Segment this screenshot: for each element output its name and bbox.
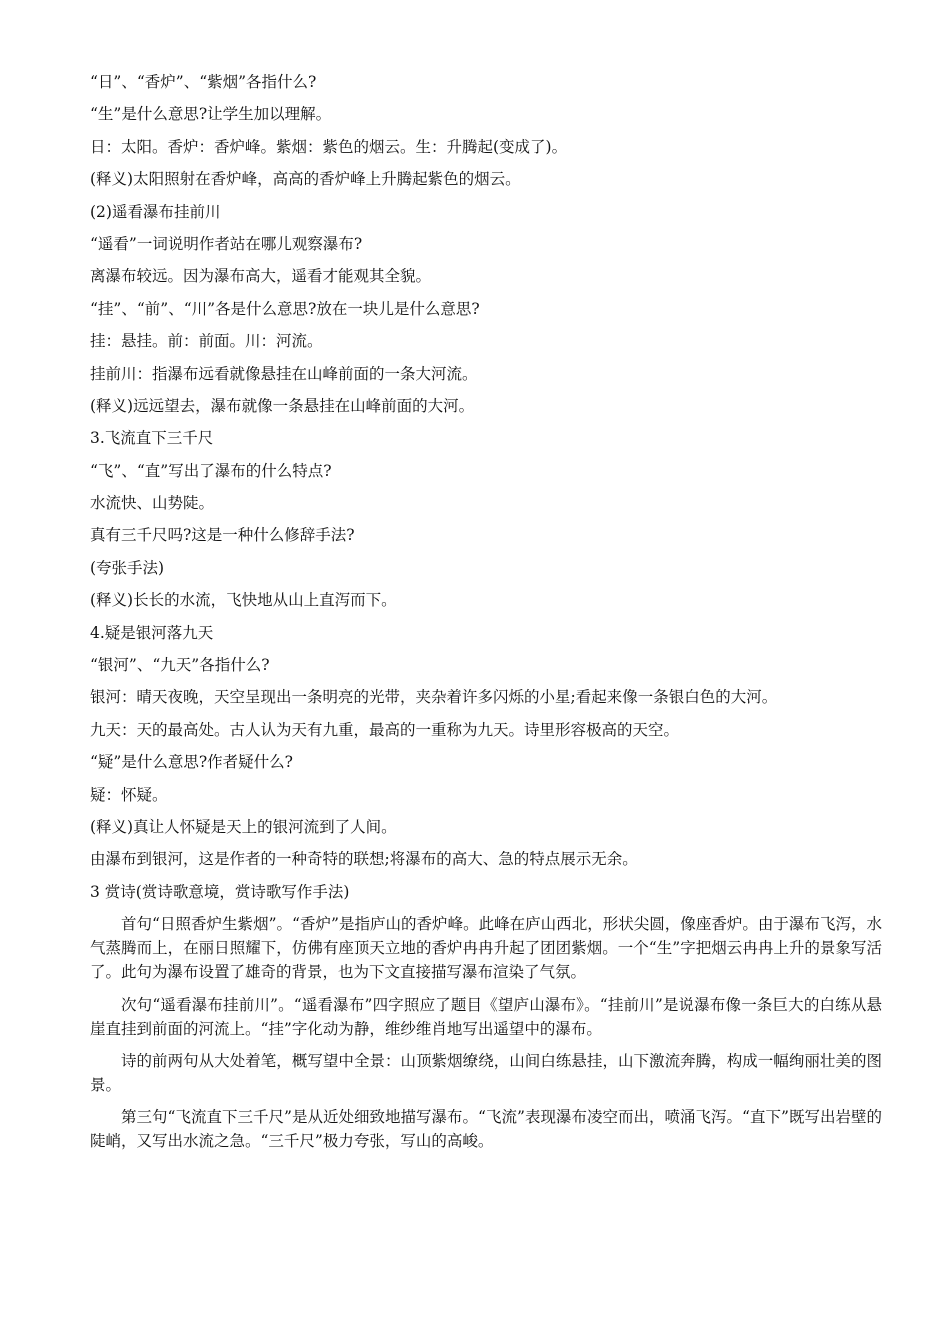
- explanation-line: (释义)太阳照射在香炉峰，高高的香炉峰上升腾起紫色的烟云。: [90, 170, 521, 189]
- answer-line: 日：太阳。香炉：香炉峰。紫烟：紫色的烟云。生：升腾起(变成了)。: [90, 137, 568, 156]
- answer-line: 疑：怀疑。: [90, 785, 168, 804]
- section-heading: 4.疑是银河落九天: [90, 623, 214, 642]
- answer-line: 银河：晴天夜晚，天空呈现出一条明亮的光带，夹杂着许多闪烁的小星;看起来像一条银白色的大河。: [90, 688, 778, 707]
- explanation-line: (释义)真让人怀疑是天上的银河流到了人间。: [90, 817, 397, 836]
- answer-line: 挂：悬挂。前：前面。川：河流。: [90, 332, 323, 351]
- answer-line: 九天：天的最高处。古人认为天有九重，最高的一重称为九天。诗里形容极高的天空。: [90, 720, 680, 739]
- summary-line: 由瀑布到银河，这是作者的一种奇特的联想;将瀑布的高大、急的特点展示无余。: [90, 850, 638, 869]
- section-heading: 3.飞流直下三千尺: [90, 429, 214, 448]
- answer-line: 水流快、山势陡。: [90, 494, 215, 513]
- question-line: “日”、“香炉”、“紫烟”各指什么?: [90, 73, 317, 91]
- question-line: “飞”、“直”写出了瀑布的什么特点?: [90, 461, 332, 480]
- document-page: [90, 70, 882, 1162]
- answer-line: (夸张手法): [90, 558, 165, 577]
- answer-line: 挂前川：指瀑布远看就像悬挂在山峰前面的一条大河流。: [90, 364, 478, 383]
- section-heading: 3 赏诗(赏诗歌意境，赏诗歌写作手法): [90, 882, 350, 901]
- analysis-paragraph: 次句“遥看瀑布挂前川”。“遥看瀑布”四字照应了题目《望庐山瀑布》。“挂前川”是说瀑布像一条巨大的白练从悬崖直挂到前面的河流上。“挂”字化动为静，维纱维肖地写出遥望中的瀑布。: [90, 995, 882, 1038]
- analysis-paragraph: 第三句“飞流直下三千尺”是从近处细致地描写瀑布。“飞流”表现瀑布凌空而出，喷涌飞泻。“直下”既写出岩壁的陡峭，又写出水流之急。“三千尺”极力夸张，写山的高峻。: [90, 1108, 882, 1151]
- answer-line: 离瀑布较远。因为瀑布高大，遥看才能观其全貌。: [90, 267, 432, 286]
- question-line: “生”是什么意思?让学生加以理解。: [90, 105, 332, 124]
- question-line: “银河”、“九天”各指什么?: [90, 656, 270, 675]
- explanation-line: (释义)远远望去，瀑布就像一条悬挂在山峰前面的大河。: [90, 396, 475, 415]
- analysis-paragraph: 诗的前两句从大处着笔，概写望中全景：山顶紫烟缭绕，山间白练悬挂，山下激流奔腾，构成一幅绚丽壮美的图景。: [90, 1051, 882, 1094]
- question-line: “遥看”一词说明作者站在哪儿观察瀑布?: [90, 234, 363, 253]
- question-line: “挂”、“前”、“川”各是什么意思?放在一块儿是什么意思?: [90, 299, 480, 318]
- analysis-paragraph: 首句“日照香炉生紫烟”。“香炉”是指庐山的香炉峰。此峰在庐山西北，形状尖圆，像座香炉。由于瀑布飞泻，水气蒸腾而上，在丽日照耀下，仿佛有座顶天立地的香炉冉冉升起了团团紫烟。一个“生”字把烟云冉冉上升的景象写活了。此句为瀑布设置了雄奇的背景，也为下文直接描写瀑布渲染了气氛。: [90, 915, 882, 982]
- explanation-line: (释义)长长的水流，飞快地从山上直泻而下。: [90, 591, 397, 610]
- section-heading: (2)遥看瀑布挂前川: [90, 202, 221, 221]
- question-line: “疑”是什么意思?作者疑什么?: [90, 753, 293, 772]
- question-line: 真有三千尺吗?这是一种什么修辞手法?: [90, 526, 355, 545]
